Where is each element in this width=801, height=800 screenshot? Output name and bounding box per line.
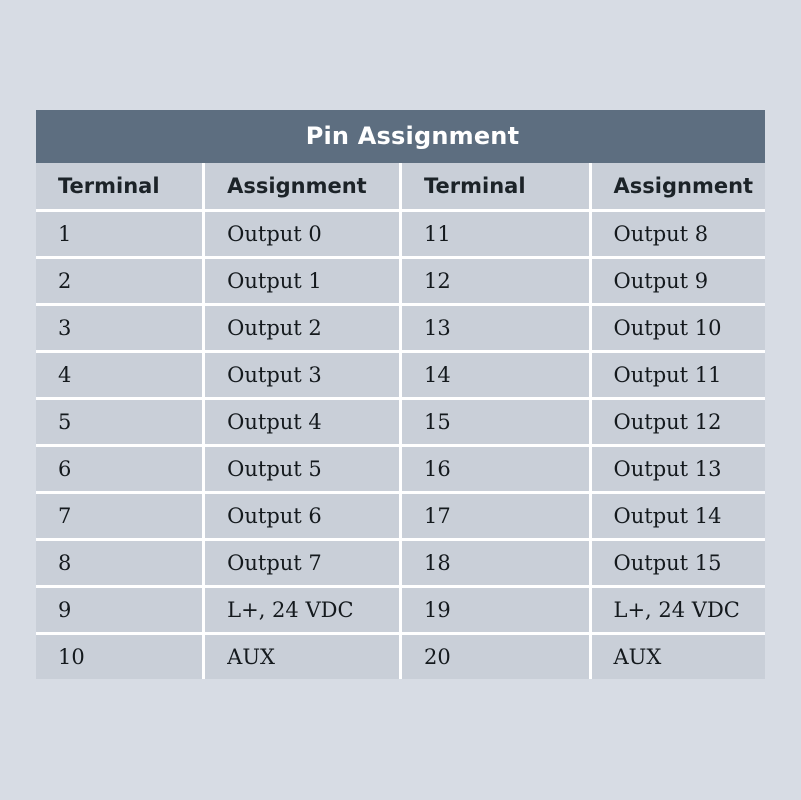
table-head <box>36 110 765 211</box>
assignment-left: AUX <box>204 634 401 680</box>
table-row <box>36 540 765 587</box>
assignment-left: Output 2 <box>204 305 401 352</box>
terminal-left: 10 <box>36 634 204 680</box>
assignment-right: Output 9 <box>590 258 765 305</box>
column-header-assignment-right: Assignment <box>590 163 765 211</box>
terminal-right: 18 <box>400 540 590 587</box>
table-row <box>36 446 765 493</box>
assignment-right: L+, 24 VDC <box>590 587 765 634</box>
assignment-right: Output 15 <box>590 540 765 587</box>
assignment-right: Output 11 <box>590 352 765 399</box>
table-row <box>36 493 765 540</box>
table-title-row <box>36 110 765 163</box>
assignment-right: Output 13 <box>590 446 765 493</box>
table-body <box>36 211 765 680</box>
table-row <box>36 587 765 634</box>
terminal-right: 11 <box>400 211 590 258</box>
table-row <box>36 211 765 258</box>
assignment-left: Output 6 <box>204 493 401 540</box>
terminal-left: 6 <box>36 446 204 493</box>
table-row <box>36 258 765 305</box>
terminal-left: 4 <box>36 352 204 399</box>
terminal-right: 14 <box>400 352 590 399</box>
terminal-right: 12 <box>400 258 590 305</box>
column-header-assignment-left: Assignment <box>204 163 401 211</box>
terminal-left: 7 <box>36 493 204 540</box>
table-row <box>36 634 765 680</box>
assignment-left: Output 1 <box>204 258 401 305</box>
assignment-right: Output 10 <box>590 305 765 352</box>
table-header-row <box>36 163 765 211</box>
column-header-terminal-right: Terminal <box>400 163 590 211</box>
table-row <box>36 399 765 446</box>
terminal-left: 8 <box>36 540 204 587</box>
terminal-right: 13 <box>400 305 590 352</box>
assignment-right: AUX <box>590 634 765 680</box>
table-title: Pin Assignment <box>36 110 765 163</box>
terminal-left: 1 <box>36 211 204 258</box>
terminal-right: 19 <box>400 587 590 634</box>
assignment-left: Output 0 <box>204 211 401 258</box>
column-header-terminal-left: Terminal <box>36 163 204 211</box>
assignment-right: Output 8 <box>590 211 765 258</box>
table-row <box>36 305 765 352</box>
terminal-left: 9 <box>36 587 204 634</box>
terminal-right: 20 <box>400 634 590 680</box>
pin-assignment-table <box>36 110 765 679</box>
pin-assignment-table-container <box>36 110 765 679</box>
assignment-left: L+, 24 VDC <box>204 587 401 634</box>
assignment-right: Output 12 <box>590 399 765 446</box>
terminal-right: 17 <box>400 493 590 540</box>
assignment-right: Output 14 <box>590 493 765 540</box>
terminal-left: 3 <box>36 305 204 352</box>
assignment-left: Output 7 <box>204 540 401 587</box>
assignment-left: Output 3 <box>204 352 401 399</box>
terminal-right: 16 <box>400 446 590 493</box>
terminal-right: 15 <box>400 399 590 446</box>
assignment-left: Output 4 <box>204 399 401 446</box>
table-row <box>36 352 765 399</box>
terminal-left: 5 <box>36 399 204 446</box>
terminal-left: 2 <box>36 258 204 305</box>
assignment-left: Output 5 <box>204 446 401 493</box>
